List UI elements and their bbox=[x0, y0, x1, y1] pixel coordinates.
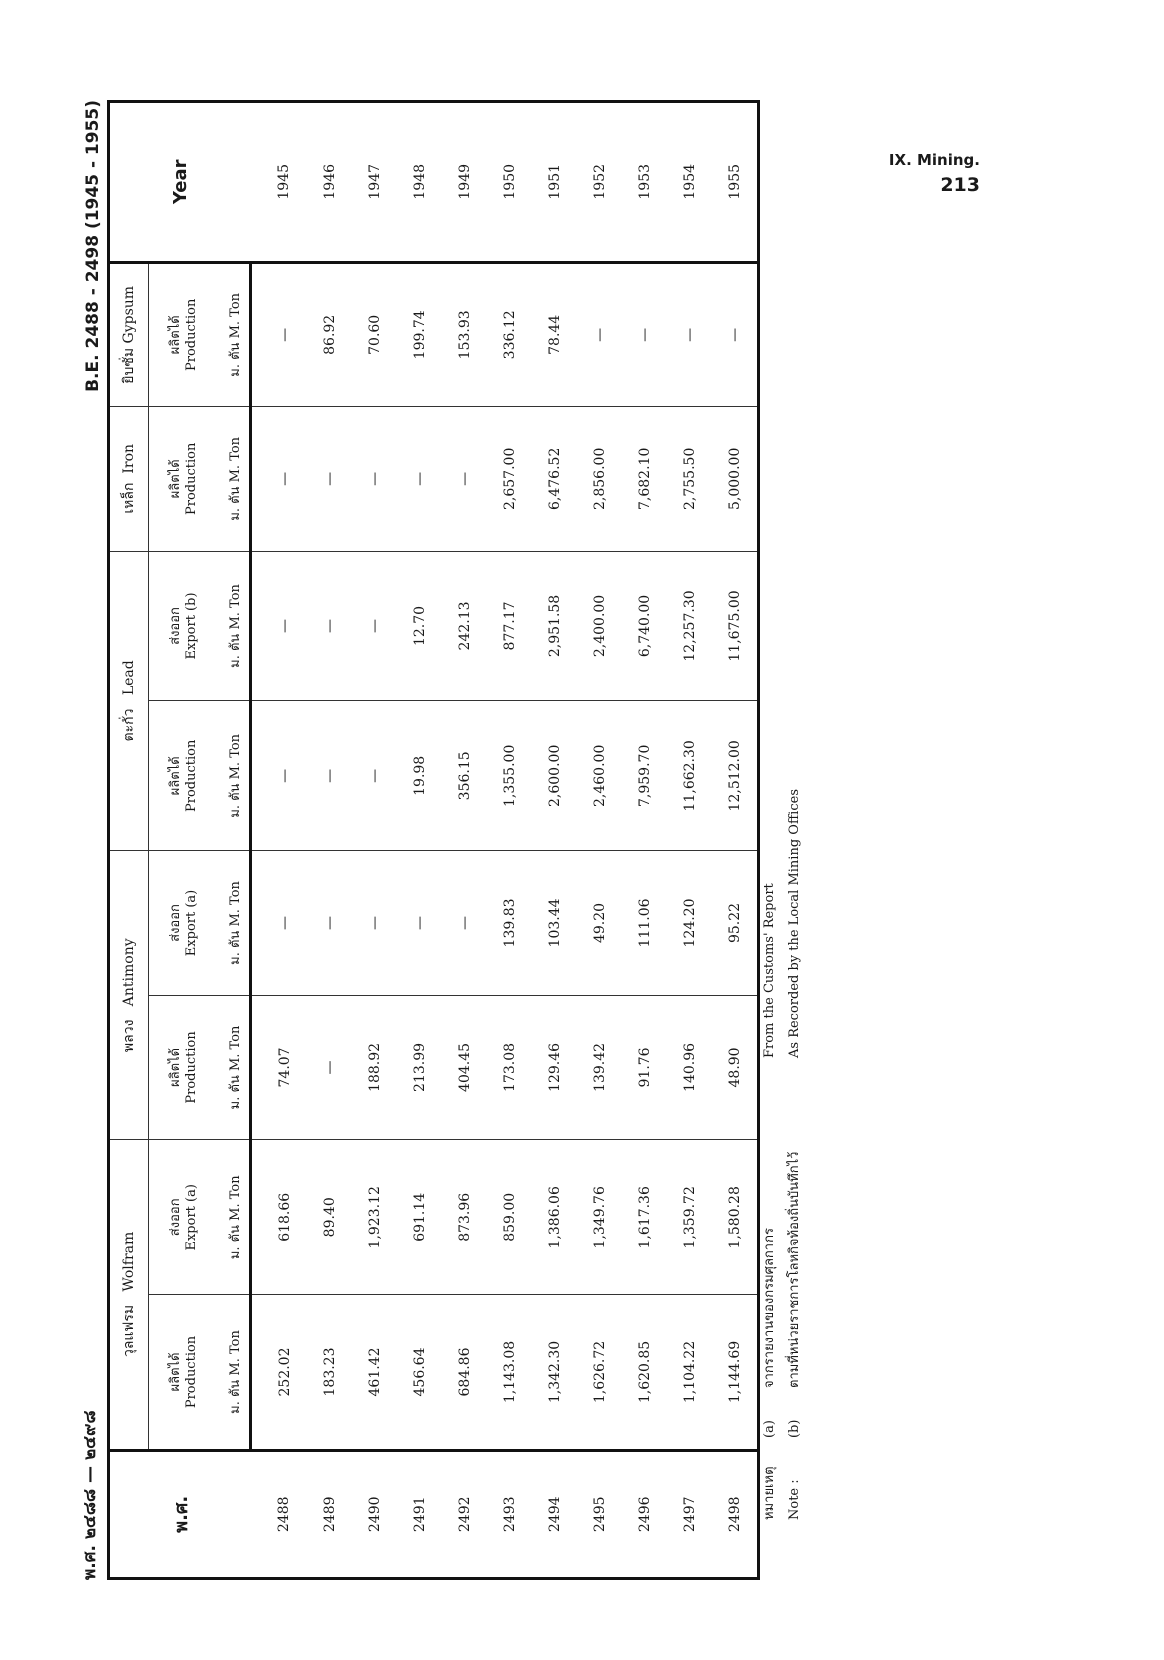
note-row-a bbox=[757, 789, 782, 1520]
year-english-header: Year bbox=[109, 102, 251, 263]
unit-label: ม. ตัน M. Ton bbox=[219, 995, 251, 1139]
value-cell: — bbox=[622, 262, 667, 406]
value-cell: — bbox=[307, 551, 352, 701]
value-cell: 2,600.00 bbox=[532, 701, 577, 851]
year-be-cell: 2496 bbox=[622, 1450, 667, 1578]
year-be-cell: 2488 bbox=[251, 1450, 308, 1578]
period-english: B.E. 2488 - 2498 (1945 - 1955) bbox=[83, 100, 103, 392]
value-cell: — bbox=[442, 851, 487, 995]
table-row bbox=[622, 102, 667, 1579]
table-row bbox=[532, 102, 577, 1579]
value-cell: 139.42 bbox=[577, 995, 622, 1139]
value-cell: 2,755.50 bbox=[667, 407, 712, 551]
value-cell: 213.99 bbox=[397, 995, 442, 1139]
wolfram-production-header bbox=[149, 1295, 220, 1450]
value-cell: — bbox=[352, 407, 397, 551]
value-cell: 12,512.00 bbox=[712, 701, 759, 851]
value-cell: — bbox=[712, 262, 759, 406]
value-cell: 1,580.28 bbox=[712, 1140, 759, 1295]
value-cell: — bbox=[307, 407, 352, 551]
export-b-label-english: Export (b) bbox=[184, 592, 199, 660]
group-iron bbox=[109, 407, 149, 551]
value-cell: 95.22 bbox=[712, 851, 759, 995]
group-wolfram bbox=[109, 1140, 149, 1450]
value-cell: 1,355.00 bbox=[487, 701, 532, 851]
value-cell: 1,923.12 bbox=[352, 1140, 397, 1295]
export-label-thai: ส่งออก bbox=[167, 904, 183, 942]
export-a-label-english: Export (a) bbox=[184, 1184, 199, 1251]
value-cell: 1,359.72 bbox=[667, 1140, 712, 1295]
value-cell: 1,349.76 bbox=[577, 1140, 622, 1295]
value-cell: 70.60 bbox=[352, 262, 397, 406]
subheader-row bbox=[149, 102, 220, 1579]
value-cell: 877.17 bbox=[487, 551, 532, 701]
value-cell: 124.20 bbox=[667, 851, 712, 995]
value-cell: — bbox=[352, 851, 397, 995]
value-cell: 2,460.00 bbox=[577, 701, 622, 851]
production-label-thai: ผลิตได้ bbox=[167, 1352, 183, 1392]
production-label-thai: ผลิตได้ bbox=[167, 315, 183, 355]
value-cell: — bbox=[397, 407, 442, 551]
year-be-cell: 2490 bbox=[352, 1450, 397, 1578]
group-gypsum-english: Gypsum bbox=[121, 285, 137, 344]
export-label-thai: ส่งออก bbox=[167, 607, 183, 645]
value-cell: 12.70 bbox=[397, 551, 442, 701]
group-header-row bbox=[109, 102, 149, 1579]
page-number: 213 bbox=[940, 173, 980, 196]
table-row bbox=[712, 102, 759, 1579]
value-cell: 2,400.00 bbox=[577, 551, 622, 701]
table-row bbox=[577, 102, 622, 1579]
value-cell: 404.45 bbox=[442, 995, 487, 1139]
value-cell: 356.15 bbox=[442, 701, 487, 851]
table-row bbox=[307, 102, 352, 1579]
unit-label: ม. ตัน M. Ton bbox=[219, 701, 251, 851]
value-cell: 74.07 bbox=[251, 995, 308, 1139]
year-be-cell: 2489 bbox=[307, 1450, 352, 1578]
value-cell: 6,476.52 bbox=[532, 407, 577, 551]
export-a-label-english: Export (a) bbox=[184, 889, 199, 957]
value-cell: 7,682.10 bbox=[622, 407, 667, 551]
unit-label: ม. ตัน M. Ton bbox=[219, 851, 251, 995]
value-cell: — bbox=[307, 851, 352, 995]
year-be-cell: 2497 bbox=[667, 1450, 712, 1578]
year-ad-cell: 1946 bbox=[307, 102, 352, 263]
table-row bbox=[352, 102, 397, 1579]
value-cell: 153.93 bbox=[442, 262, 487, 406]
production-label-thai: ผลิตได้ bbox=[167, 1047, 183, 1087]
value-cell: 336.12 bbox=[487, 262, 532, 406]
value-cell: 1,143.08 bbox=[487, 1295, 532, 1450]
notes-block bbox=[757, 789, 808, 1520]
value-cell: 1,617.36 bbox=[622, 1140, 667, 1295]
value-cell: 1,620.85 bbox=[622, 1295, 667, 1450]
year-be-cell: 2494 bbox=[532, 1450, 577, 1578]
value-cell: — bbox=[577, 262, 622, 406]
year-ad-cell: 1953 bbox=[622, 102, 667, 263]
wolfram-export-header bbox=[149, 1140, 220, 1295]
value-cell: 188.92 bbox=[352, 995, 397, 1139]
year-ad-cell: 1948 bbox=[397, 102, 442, 263]
iron-production-header bbox=[149, 407, 220, 551]
year-ad-cell: 1952 bbox=[577, 102, 622, 263]
value-cell: 2,951.58 bbox=[532, 551, 577, 701]
group-antimony bbox=[109, 851, 149, 1140]
value-cell: — bbox=[251, 851, 308, 995]
note-b-english: As Recorded by the Local Mining Offices bbox=[787, 789, 803, 1058]
value-cell: — bbox=[352, 551, 397, 701]
value-cell: 89.40 bbox=[307, 1140, 352, 1295]
production-label-thai: ผลิตได้ bbox=[167, 459, 183, 499]
group-lead-english: Lead bbox=[121, 660, 137, 696]
value-cell: 103.44 bbox=[532, 851, 577, 995]
unit-row bbox=[219, 102, 251, 1579]
table-row bbox=[487, 102, 532, 1579]
note-b-key: (b) bbox=[787, 1419, 803, 1438]
value-cell: — bbox=[251, 407, 308, 551]
note-row-b bbox=[782, 789, 807, 1520]
year-be-cell: 2495 bbox=[577, 1450, 622, 1578]
value-cell: 140.96 bbox=[667, 995, 712, 1139]
value-cell: 252.02 bbox=[251, 1295, 308, 1450]
unit-label: ม. ตัน M. Ton bbox=[219, 551, 251, 701]
year-be-cell: 2491 bbox=[397, 1450, 442, 1578]
unit-label: ม. ตัน M. Ton bbox=[219, 1140, 251, 1295]
rotated-table-page bbox=[77, 100, 1087, 1580]
value-cell: — bbox=[307, 701, 352, 851]
value-cell: — bbox=[352, 701, 397, 851]
production-label-english: Production bbox=[184, 739, 199, 812]
group-antimony-english: Antimony bbox=[121, 938, 137, 1007]
year-ad-cell: 1954 bbox=[667, 102, 712, 263]
note-b-thai: ตามที่หน่วยราชการโลหกิจท้องถิ่นบันทึกไว้ bbox=[787, 1151, 803, 1388]
value-cell: 86.92 bbox=[307, 262, 352, 406]
table-row bbox=[397, 102, 442, 1579]
gypsum-production-header bbox=[149, 262, 220, 406]
value-cell: 7,959.70 bbox=[622, 701, 667, 851]
group-wolfram-english: Wolfram bbox=[121, 1231, 137, 1292]
year-ad-cell: 1955 bbox=[712, 102, 759, 263]
year-ad-cell: 1950 bbox=[487, 102, 532, 263]
value-cell: 139.83 bbox=[487, 851, 532, 995]
value-cell: 859.00 bbox=[487, 1140, 532, 1295]
value-cell: 461.42 bbox=[352, 1295, 397, 1450]
year-ad-cell: 1951 bbox=[532, 102, 577, 263]
value-cell: 199.74 bbox=[397, 262, 442, 406]
value-cell: 1,144.69 bbox=[712, 1295, 759, 1450]
table-row bbox=[667, 102, 712, 1579]
value-cell: 2,856.00 bbox=[577, 407, 622, 551]
value-cell: 456.64 bbox=[397, 1295, 442, 1450]
value-cell: 11,662.30 bbox=[667, 701, 712, 851]
value-cell: — bbox=[251, 701, 308, 851]
value-cell: 5,000.00 bbox=[712, 407, 759, 551]
value-cell: 48.90 bbox=[712, 995, 759, 1139]
value-cell: 183.23 bbox=[307, 1295, 352, 1450]
value-cell: 173.08 bbox=[487, 995, 532, 1139]
group-lead-thai: ตะกั่ว bbox=[121, 708, 137, 742]
year-be-cell: 2492 bbox=[442, 1450, 487, 1578]
unit-label: ม. ตัน M. Ton bbox=[219, 407, 251, 551]
group-gypsum-thai: ยิบซั่ม bbox=[121, 347, 137, 384]
group-antimony-thai: พลวง bbox=[121, 1019, 137, 1053]
group-iron-thai: เหล็ก bbox=[121, 482, 137, 514]
value-cell: 684.86 bbox=[442, 1295, 487, 1450]
value-cell: 129.46 bbox=[532, 995, 577, 1139]
production-label-english: Production bbox=[184, 298, 199, 371]
ores-table bbox=[107, 100, 760, 1580]
value-cell: 618.66 bbox=[251, 1140, 308, 1295]
year-be-cell: 2493 bbox=[487, 1450, 532, 1578]
export-label-thai: ส่งออก bbox=[167, 1198, 183, 1237]
table-body bbox=[251, 102, 759, 1579]
value-cell: 78.44 bbox=[532, 262, 577, 406]
lead-production-header bbox=[149, 701, 220, 851]
group-lead bbox=[109, 551, 149, 851]
period-line bbox=[77, 100, 103, 1580]
section-label: IX. Mining. bbox=[888, 151, 980, 169]
value-cell: 1,386.06 bbox=[532, 1140, 577, 1295]
value-cell: — bbox=[397, 851, 442, 995]
year-ad-cell: 1949 bbox=[442, 102, 487, 263]
value-cell: 691.14 bbox=[397, 1140, 442, 1295]
value-cell: 1,626.72 bbox=[577, 1295, 622, 1450]
year-be-cell: 2498 bbox=[712, 1450, 759, 1578]
period-thai: พ.ศ. ๒๔๘๘ — ๒๔๙๘ bbox=[80, 1410, 100, 1580]
value-cell: 2,657.00 bbox=[487, 407, 532, 551]
unit-label: ม. ตัน M. Ton bbox=[219, 262, 251, 406]
note-a-english: From the Customs' Report bbox=[762, 883, 777, 1058]
production-label-thai: ผลิตได้ bbox=[167, 756, 183, 796]
value-cell: — bbox=[442, 407, 487, 551]
production-label-english: Production bbox=[184, 1031, 199, 1104]
value-cell: 49.20 bbox=[577, 851, 622, 995]
value-cell: 11,675.00 bbox=[712, 551, 759, 701]
note-a-thai: จากรายงานของกรมศุลกากร bbox=[762, 1228, 777, 1388]
value-cell: 1,342.30 bbox=[532, 1295, 577, 1450]
unit-label: ม. ตัน M. Ton bbox=[219, 1295, 251, 1450]
value-cell: 91.76 bbox=[622, 995, 667, 1139]
year-ad-cell: 1947 bbox=[352, 102, 397, 263]
year-ad-cell: 1945 bbox=[251, 102, 308, 263]
value-cell: — bbox=[251, 551, 308, 701]
value-cell: 12,257.30 bbox=[667, 551, 712, 701]
value-cell: — bbox=[307, 995, 352, 1139]
note-a-key: (a) bbox=[762, 1420, 777, 1438]
production-label-english: Production bbox=[184, 442, 199, 515]
table-row bbox=[251, 102, 308, 1579]
antimony-production-header bbox=[149, 995, 220, 1139]
group-wolfram-thai: วุลแฟรม bbox=[121, 1304, 137, 1358]
table-row bbox=[442, 102, 487, 1579]
notes-label-english: Note : bbox=[787, 1479, 803, 1520]
value-cell: 6,740.00 bbox=[622, 551, 667, 701]
production-label-english: Production bbox=[184, 1335, 199, 1409]
group-gypsum bbox=[109, 262, 149, 406]
year-thai-header: พ.ศ. bbox=[109, 1450, 251, 1578]
notes-label-thai: หมายเหตุ bbox=[762, 1466, 777, 1520]
value-cell: 111.06 bbox=[622, 851, 667, 995]
group-iron-english: Iron bbox=[121, 443, 137, 474]
value-cell: 242.13 bbox=[442, 551, 487, 701]
value-cell: — bbox=[667, 262, 712, 406]
value-cell: — bbox=[251, 262, 308, 406]
lead-export-header bbox=[149, 551, 220, 701]
value-cell: 1,104.22 bbox=[667, 1295, 712, 1450]
value-cell: 873.96 bbox=[442, 1140, 487, 1295]
value-cell: 19.98 bbox=[397, 701, 442, 851]
antimony-export-header bbox=[149, 851, 220, 995]
